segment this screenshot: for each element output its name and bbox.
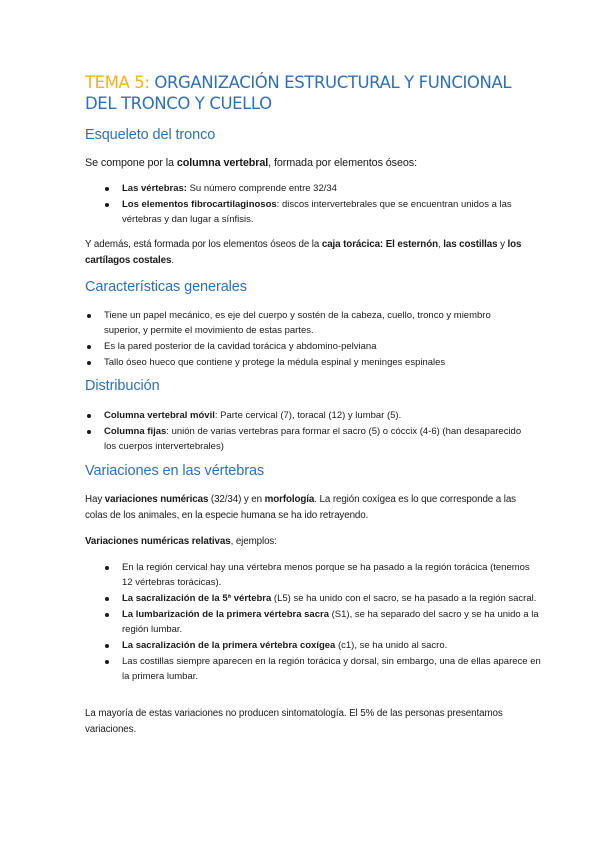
list-item [122,197,542,227]
esqueleto-intro [85,155,525,171]
item-text: (L5) se ha unido con el sacro, se ha pasado a la región sacral. [271,593,537,604]
item-text: : unión de varias vertebras para formar el sacro (5) o cóccix (4-6) (han desaparecido los cuerpos intervertebrales) [104,426,522,452]
item-text: En la región cervical hay una vértebra menos porque se ha pasado a la región torácica (tenemos 12 vértebras torácicas). [122,562,530,588]
list-item [122,638,542,653]
item-text: (S1), se ha separado del sacro y se ha unido a la región lumbar. [122,609,539,635]
list-item [122,560,542,590]
variaciones-para1 [85,492,525,524]
para-text: (32/34) y en [208,494,265,505]
item-text: (c1), se ha unido al sacro. [335,640,448,651]
ademas-sep: , [437,239,444,250]
title-prefix: TEMA 5: [85,73,150,92]
para-bold: Variaciones numéricas relativas [85,536,231,547]
item-text: : discos intervertebrales que se encuentran unidos a las vértebras y dan lugar a sínfisis. [122,199,512,225]
ademas-bold: los cartílagos costales [85,239,522,266]
variaciones-para2 [85,534,525,550]
item-bold: La sacralización de la primera vértebra coxígea [122,640,336,651]
list-item [122,654,542,684]
caracteristicas-list [104,308,524,371]
intro-text: Se compone por la [85,157,177,169]
esqueleto-ademas [85,237,525,269]
title-main: ORGANIZACIÓN ESTRUCTURAL Y FUNCIONAL DEL TRONCO Y CUELLO [85,73,512,113]
document-title [85,72,525,114]
distribucion-list [104,408,524,455]
ademas-sep: y [497,239,508,250]
ademas-text: Y además, está formada por los elementos óseos de la [85,239,322,250]
list-item [104,408,524,423]
intro-text-end: , formada por elementos óseos: [268,157,417,169]
heading-esqueleto: Esqueleto del tronco [85,127,216,143]
item-bold: Los elementos fibrocartilaginosos [122,199,277,210]
para-text: Hay [85,494,105,505]
item-bold: Las vértebras: [122,183,187,194]
ademas-bold: las costillas [443,239,498,250]
heading-variaciones: Variaciones en las vértebras [85,463,265,479]
variaciones-closing: La mayoría de estas variaciones no producen sintomatología. El 5% de las personas presentamos variaciones. [85,708,503,735]
list-item [104,424,524,454]
heading-caracteristicas: Características generales [85,279,247,295]
list-item [122,181,542,196]
item-text: : Parte cervical (7), toracal (12) y lumbar (5). [214,410,402,421]
intro-bold: columna vertebral [176,157,269,169]
list-item: Tallo óseo hueco que contiene y protege la médula espinal y meninges espinales [104,355,524,370]
para-bold: morfología [264,494,315,505]
item-bold: Columna vertebral móvil [104,410,215,421]
ademas-end: . [171,255,174,266]
item-bold: La sacralización de la 5ª vértebra [122,593,272,604]
list-item [122,607,542,637]
ademas-bold: caja torácica: El esternón [321,239,438,250]
item-bold: Columna fijas [104,426,167,437]
item-text: Las costillas siempre aparecen en la región torácica y dorsal, sin embargo, una de ellas aparece en la primera lumbar. [122,656,541,682]
variaciones-list [122,560,542,685]
list-item: Es la pared posterior de la cavidad torácica y abdomino-pelviana [104,339,524,354]
item-bold: La lumbarización de la primera vértebra sacra [122,609,329,620]
item-text: Su número comprende entre 32/34 [186,183,337,194]
esqueleto-list [122,181,542,228]
para-text: , ejemplos: [230,536,277,547]
heading-distribucion: Distribución [85,378,160,394]
list-item [122,591,542,606]
para-text: . La región coxígea es lo que corresponde a las colas de los animales, en la especie humana se ha ido retrayendo. [85,494,516,521]
para-bold: variaciones numéricas [104,494,209,505]
list-item: Tiene un papel mecánico, es eje del cuerpo y sostén de la cabeza, cuello, tronco y miembro superior, y permite el movimiento de estas partes. [104,308,524,338]
